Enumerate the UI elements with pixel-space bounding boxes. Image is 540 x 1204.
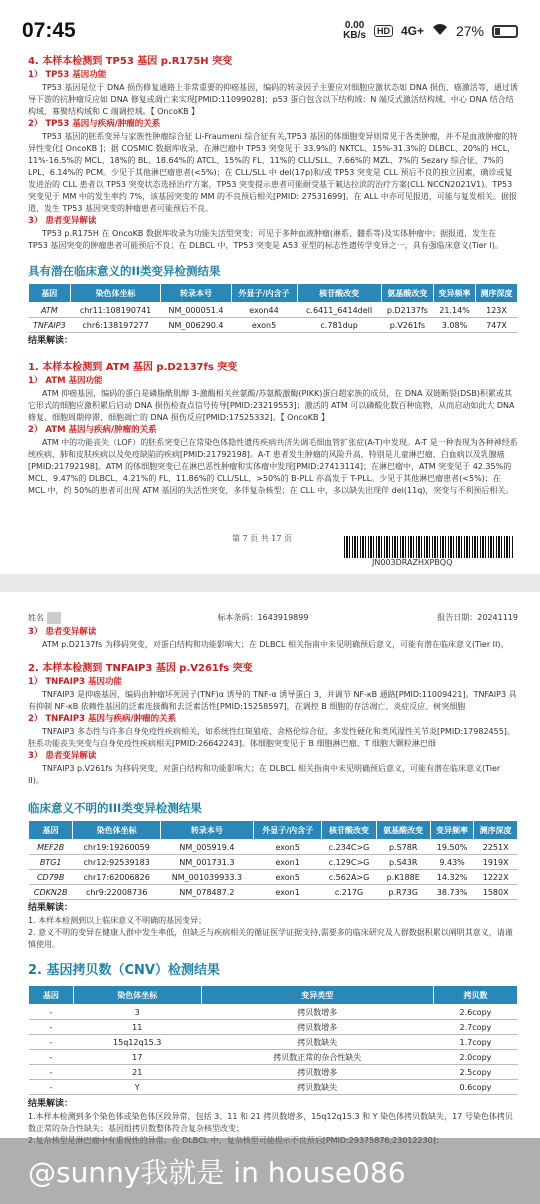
net-speed: 0.00 KB/s	[343, 20, 366, 41]
page-divider	[0, 574, 540, 592]
signal-icon: 4G+	[400, 24, 424, 38]
table-title: 具有潜在临床意义的II类变异检测结果	[28, 264, 221, 278]
barcode-image	[344, 536, 514, 558]
subheading: 2） TP53 基因与疾病/肿瘤的关系	[28, 119, 161, 129]
section-heading: 2. 本样本检测到 TNFAIP3 基因 p.V261fs 突变	[28, 663, 253, 674]
clock: 07:45	[22, 19, 76, 42]
cnv-table	[28, 985, 518, 1095]
paragraph: TP53 p.R175H 在 OncoKB 数据库收录为功能失活型突变；可见于多种血液肿瘤(淋系、髓系等)及实体肿瘤中；据报道，发生在 TP53 基因突变的肿瘤患者可能预后不良；在 DLBCL 中，TP53 突变是 A53 亚型的标志性遗传学变异之一，具有强临床意义(Tier I)。	[28, 229, 503, 250]
hd-icon: HD	[374, 25, 393, 37]
report-page-8	[28, 626, 518, 1147]
paragraph: ATM 抑癌基因，编码的蛋白是磷脂酰肌醇 3-激酶相关丝氨酸/苏氨酸激酶(PIKK)蛋白超家族的成员，在 DNA 双链断裂(DSB)积累或其它形式的细胞应激积累后启动 DNA 损伤检查点信号传导[PMID:23219553]；激活的 ATM 可以磷酸化数百种底物，从而启动如此大 DNA 修复、细胞周期停滞、细胞凋亡的 DNA 损伤反应[PMID:17525332]。【 OncoKB 】	[28, 389, 515, 422]
result-label: 结果解读：	[28, 1099, 74, 1109]
page-header	[28, 612, 518, 624]
table-row: - Y 拷贝数缺失 0.6copy	[29, 1080, 518, 1095]
subheading: 3） 患者变异解读	[28, 216, 97, 226]
paragraph: ATM p.D2137fs 为移码突变，对蛋白结构和功能影响大；在 DLBCL 相关指南中未见明确预后意义，可能有潜在临床意义(Tier II)。	[42, 640, 509, 649]
battery-icon	[492, 25, 518, 38]
subheading: 1） TP53 基因功能	[28, 70, 107, 80]
subheading: 3） 患者变异解读	[28, 751, 97, 761]
subheading: 2） ATM 基因与疾病/肿瘤的关系	[28, 425, 157, 435]
paragraph: TNFAIP3 多态性与许多自身免疫性疾病相关，如系统性红斑狼疮、舍格伦综合征、多发性硬化和类风湿性关节炎[PMID:17982455]。胚系功能丧失突变与自身免疫性疾病相关[PMID:26642243]。体细胞突变见于 B 细胞淋巴瘤、T 细胞大颗粒淋巴细	[28, 727, 515, 748]
paragraph: TP53 基因的胚系变异与家族性肿瘤综合征 Li-Fraumeni 综合征有关,TP53 基因的体细胞变异则常见于各类肿瘤，并不是血液肿瘤的特异性变化[ OncoKB ]；据 COSMIC 数据库收录，在淋巴瘤中 TP53 突变见于 33.9%的 NKTCL、15%-31.3%的 DLBCL、20%的 HCL，11%-16.5%的 MCL、18%的 BL、18.64%的 ATCL、15%的 FL、11%的 CLL/SLL、7.66%的 MZL、7%的 Sezary 综合征、7%的 LPL、6.14%的 PCM。少见于其他淋巴瘤患者(<5%)；在 CLL/SLL 中 del(17p)和/或 TP53 突变是 CLL 预后不良的独立因素，确诊或复发进治的 CLL 患者以 TP53 突变状态选择治疗方案，TP53 突变提示患者可能耐受基于氟达拉滨的治疗方案(CLL NCCN2021V1)。TP53 突变见于 MM 中的发生率约 7%，该基因突变的 MM 的不良预后相关[PMID: 27531699]。在 ALL 中亦可见报道，可能与复发相关。据报道，发生 TP53 基因突变的肿瘤患者可能预后不良。	[28, 132, 518, 213]
table-header-row: 基因 染色体坐标 变异类型 拷贝数	[29, 986, 518, 1005]
tier3-variant-table	[28, 820, 518, 900]
report-date: 报告日期：20241119	[437, 613, 518, 622]
result-label: 结果解读：	[28, 903, 74, 913]
table-row: MEF2B chr19:19260059 NM_005919.4 exon5 c.234C>G p.S78R 19.50% 2251X	[29, 840, 518, 855]
page-number: 第 7 页 共 17 页	[232, 534, 292, 543]
paragraph: TP53 基因是位于 DNA 损伤修复通路上非常重要的抑癌基因，编码的转录因子主要应对细胞应激状态如 DNA 损伤、癌激活等，通过诱导下游的抗肿瘤反应如 DNA 修复或凋亡来实现[PMID:11099028]；p53 蛋白包含以下结构域：N 端反式激活结构域、中心 DNA 结合结构域、寡聚结构域和 C 端调控域。【 OncoKB 】	[28, 83, 518, 116]
table-row: ATM chr11:108190741 NM_000051.4 exon44 c.6411_6414delI p.D2137fs 21.14% 123X	[29, 303, 518, 318]
table-title: 临床意义不明的III类变异检测结果	[28, 801, 202, 815]
note-line: 1. 本样本检测到以上临床意义不明确的基因变异；	[28, 916, 207, 925]
paragraph: TNFAIP3 是抑癌基因，编码由肿瘤坏死因子(TNF)α 诱导的 TNF-α 诱导蛋白 3，并调节 NF-κB 通路[PMID:11009421]。TNFAIP3 具有抑制 NF-κB 依赖性基因的泛素连接酶和去泛素活性[PMID:15258597]，在调控 B 细胞的存活凋亡、炎症反应、树突细胞	[28, 690, 517, 711]
table-row: TNFAIP3 chr6:138197277 NM_006290.4 exon5 c.781dup p.V261fs 3.08% 747X	[29, 318, 518, 333]
note-line: 1.本样本检测到多个染色体或染色体区段异常，包括 3、11 和 21 拷贝数增多，15q12q15.3 和 Y 染色体拷贝数缺失，17 号染色体拷贝数正常的杂合性缺失；基因组拷贝数整体符合复杂核型改变；	[28, 1112, 513, 1133]
barcode-text: JN003DRAZHXPBQQ	[372, 558, 453, 567]
subheading: 1） ATM 基因功能	[28, 376, 103, 386]
subheading: 1） TNFAIP3 基因功能	[28, 677, 122, 687]
subheading: 3） 患者变异解读	[28, 627, 97, 637]
sample-barcode-no: 标本条码：1643919899	[217, 613, 309, 622]
table-row: CD79B chr17:62006826 NM_001039933.3 exon5 c.562A>G p.K188E 14.32% 1222X	[29, 870, 518, 885]
status-icons	[343, 21, 518, 41]
status-bar	[0, 0, 540, 62]
battery-percent: 27%	[455, 23, 484, 39]
note-line: 2. 意义不明的变异在健康人群中发生率低，但缺乏与疾病相关的循证医学证据支持,需要多的临床研究及人群数据积累以阐明其意义，请谨慎使用。	[28, 928, 513, 949]
table-row: - 15q12q15.3 拷贝数缺失 1.7copy	[29, 1035, 518, 1050]
section-heading: 1. 本样本检测到 ATM 基因 p.D2137fs 突变	[28, 362, 238, 373]
section-heading: 4. 本样本检测到 TP53 基因 p.R175H 突变	[28, 56, 233, 67]
paragraph: TNFAIP3 p.V261fs 为移码突变，对蛋白结构和功能影响大；在 DLBCL 相关指南中未见明确预后意义，可能有潜在临床意义(Tier II)。	[28, 764, 501, 785]
table-row: - 3 拷贝数增多 2.6copy	[29, 1005, 518, 1020]
result-label: 结果解读：	[28, 336, 74, 346]
table-row: - 11 拷贝数增多 2.7copy	[29, 1020, 518, 1035]
redacted-block	[47, 612, 61, 624]
table-header-row: 基因 染色体坐标 转录本号 外显子/内含子 核苷酸改变 氨基酸改变 变异频率 测序深度	[29, 284, 518, 303]
table-row: - 17 拷贝数正常的杂合性缺失 2.0copy	[29, 1050, 518, 1065]
tier2-variant-table	[28, 283, 518, 333]
subheading: 2） TNFAIP3 基因与疾病/肿瘤的关系	[28, 714, 177, 724]
table-row: CDKN2B chr9:22008736 NM_078487.2 exon1 c.217G p.R73G 38.73% 1580X	[29, 885, 518, 900]
patient-name: 姓名	[28, 612, 148, 624]
watermark-overlay: @sunny我就是 in house086	[0, 1138, 540, 1204]
table-row: - 21 拷贝数增多 2.5copy	[29, 1065, 518, 1080]
paragraph: ATM 中的功能丧失（LOF）的胚系突变已在常染色体隐性遗传疾病共济失调毛细血管扩张症(A-T)中发现。A-T 是一种表现为各种神经系统疾病、肺和皮肤疾病以及免疫缺陷的疾病[PMID:21792198]。A-T 患者发生肿瘤的风险升高，特别是儿童淋巴瘤、白血病以及乳腺癌[PMID:21792198]。ATM 的体细胞突变已在淋巴恶性肿瘤和实体瘤中发现[PMID:27413114]；在淋巴瘤中，ATM 突变见于 42.35%的 MCL、9.47%的 DLBCL、4.21%的 FL、11.86%的 CLL/SLL、>50%的 B-PLL 亦高发于 T-PLL。少见于其他淋巴瘤患者(<5%)；在 MCL 中，约 50%的患者可出现 ATM 基因的失活性突变，多伴复杂核型；在 CLL 中，多以缺失出现伴 del(11q)，突变与不利预后相关。	[28, 438, 518, 495]
table-header-row: 基因 染色体坐标 转录本号 外显子/内含子 核苷酸改变 氨基酸改变 变异频率 测序深度	[29, 821, 518, 840]
table-row: BTG1 chr12:92539183 NM_001731.3 exon1 c.129C>G p.S43R 9.43% 1919X	[29, 855, 518, 870]
report-page-7	[28, 54, 518, 497]
wifi-icon	[432, 23, 448, 39]
cnv-title: 2. 基因拷贝数（CNV）检测结果	[28, 963, 220, 978]
